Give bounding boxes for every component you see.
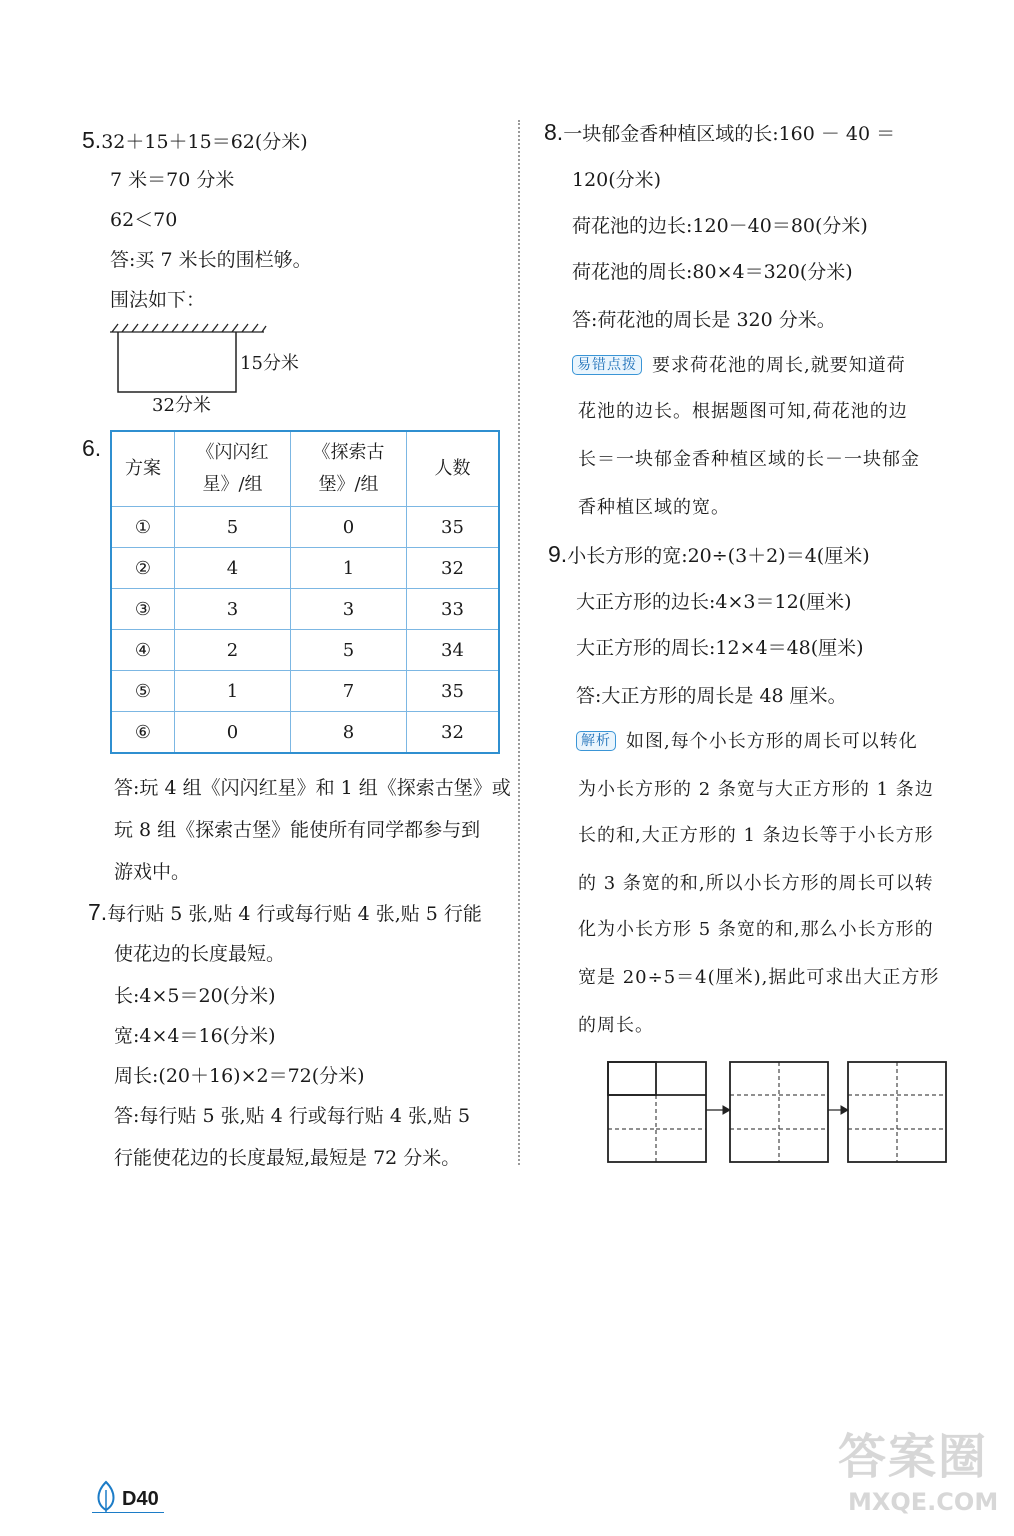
q8-line4: 荷花池的周长:80×4＝320(分米) <box>572 261 853 283</box>
q9-line4: 答:大正方形的周长是 48 厘米。 <box>576 685 847 707</box>
q9-analysis-line2: 为小长方形的 2 条宽与大正方形的 1 条边 <box>578 779 934 800</box>
q7-line1: 7.每行贴 5 张,贴 4 行或每行贴 4 张,贴 5 行能 <box>88 899 482 925</box>
tip-badge: 易错点拨 <box>572 355 642 375</box>
q8-line5: 答:荷花池的周长是 320 分米。 <box>572 309 836 331</box>
q5-line1: 5.32＋15＋15＝62(分米) <box>82 127 308 153</box>
header-plan: 方案 <box>111 431 175 507</box>
q7-line6: 答:每行贴 5 张,贴 4 行或每行贴 4 张,贴 5 <box>114 1105 471 1127</box>
q7-line5: 周长:(20＋16)×2＝72(分米) <box>114 1065 365 1087</box>
table-row: ② 4 1 32 <box>111 548 499 589</box>
q9-analysis-line5: 化为小长方形 5 条宽的和,那么小长方形的 <box>578 919 934 940</box>
leaf-icon <box>92 1480 120 1514</box>
q8-tip-line3: 长＝一块郁金香种植区域的长－一块郁金 <box>578 449 920 470</box>
footer-underline <box>92 1512 164 1513</box>
arrow-icon <box>828 1106 848 1114</box>
watermark-url: MXQE.COM <box>848 1488 999 1516</box>
analysis-badge: 解析 <box>576 731 616 751</box>
q8-tip-line2: 花池的边长。根据题图可知,荷花池的边 <box>578 401 908 422</box>
plan-table <box>110 430 500 754</box>
q7-line4: 宽:4×4＝16(分米) <box>114 1025 276 1047</box>
q5-number: 5. <box>82 127 102 153</box>
header-people: 人数 <box>407 431 500 507</box>
q5-line3: 62＜70 <box>110 209 178 231</box>
q9-analysis-line4: 的 3 条宽的和,所以小长方形的周长可以转 <box>578 873 934 894</box>
q5-method-title: 围法如下： <box>110 289 206 311</box>
q6-answer-line1: 答:玩 4 组《闪闪红星》和 1 组《探索古堡》或 <box>114 777 511 799</box>
q7-line2: 使花边的长度最短。 <box>114 943 286 965</box>
q7-line3: 长:4×5＝20(分米) <box>114 985 276 1007</box>
square-original <box>608 1062 706 1162</box>
q9-analysis-line1: 解析 如图,每个小长方形的周长可以转化 <box>576 730 918 754</box>
table-row: ⑤ 1 7 35 <box>111 671 499 712</box>
q9-analysis-line7: 的周长。 <box>578 1015 654 1036</box>
square-step-two <box>730 1062 828 1162</box>
table-row: ④ 2 5 34 <box>111 630 499 671</box>
table-row: ① 5 0 35 <box>111 507 499 548</box>
header-castle: 《探索古 堡》/组 <box>291 431 407 507</box>
arrow-icon <box>706 1106 730 1114</box>
q9-analysis-line6: 宽是 20÷5＝4(厘米),据此可求出大正方形 <box>578 967 940 988</box>
column-divider <box>518 120 520 1165</box>
q6-answer-line3: 游戏中。 <box>114 861 191 883</box>
page-number: D40 <box>122 1488 159 1510</box>
q5-answer: 答:买 7 米长的围栏够。 <box>110 249 312 271</box>
q8-tip-line4: 香种植区域的宽。 <box>578 497 730 518</box>
q8-number: 8. <box>544 119 564 145</box>
fig-side-label: 15分米 <box>240 353 299 374</box>
q8-line1: 8.一块郁金香种植区域的长:160 － 40 ＝ <box>544 119 896 145</box>
wall-hatch <box>110 324 266 332</box>
fence-outline <box>118 332 236 392</box>
q7-number: 7. <box>88 899 108 925</box>
q8-line3: 荷花池的边长:120－40＝80(分米) <box>572 215 868 237</box>
q9-line3: 大正方形的周长:12×4＝48(厘米) <box>576 637 864 659</box>
q7-line7: 行能使花边的长度最短,最短是 72 分米。 <box>114 1147 461 1169</box>
table-row: ③ 3 3 33 <box>111 589 499 630</box>
q9-number: 9. <box>548 541 568 567</box>
table-header-row <box>111 431 499 507</box>
header-red-star: 《闪闪红 星》/组 <box>175 431 291 507</box>
square-step-three <box>848 1062 946 1162</box>
square-diagram <box>604 1058 954 1168</box>
q6-answer-line2: 玩 8 组《探索古堡》能使所有同学都参与到 <box>114 819 481 841</box>
q6-number: 6. <box>82 435 102 461</box>
watermark <box>838 1418 998 1530</box>
q8-line2: 120(分米) <box>572 169 662 191</box>
fig-bottom-label: 32分米 <box>152 395 211 416</box>
table-row: ⑥ 0 8 32 <box>111 712 499 754</box>
q9-line2: 大正方形的边长:4×3＝12(厘米) <box>576 591 852 613</box>
watermark-text: 答案圈 <box>838 1429 989 1485</box>
q9-analysis-line3: 长的和,大正方形的 1 条边长等于小长方形 <box>578 825 934 846</box>
q5-line2: 7 米＝70 分米 <box>110 169 235 191</box>
q8-tip-line1: 易错点拨 要求荷花池的周长,就要知道荷 <box>572 354 906 378</box>
q9-line1: 9.小长方形的宽:20÷(3＋2)＝4(厘米) <box>548 541 870 567</box>
